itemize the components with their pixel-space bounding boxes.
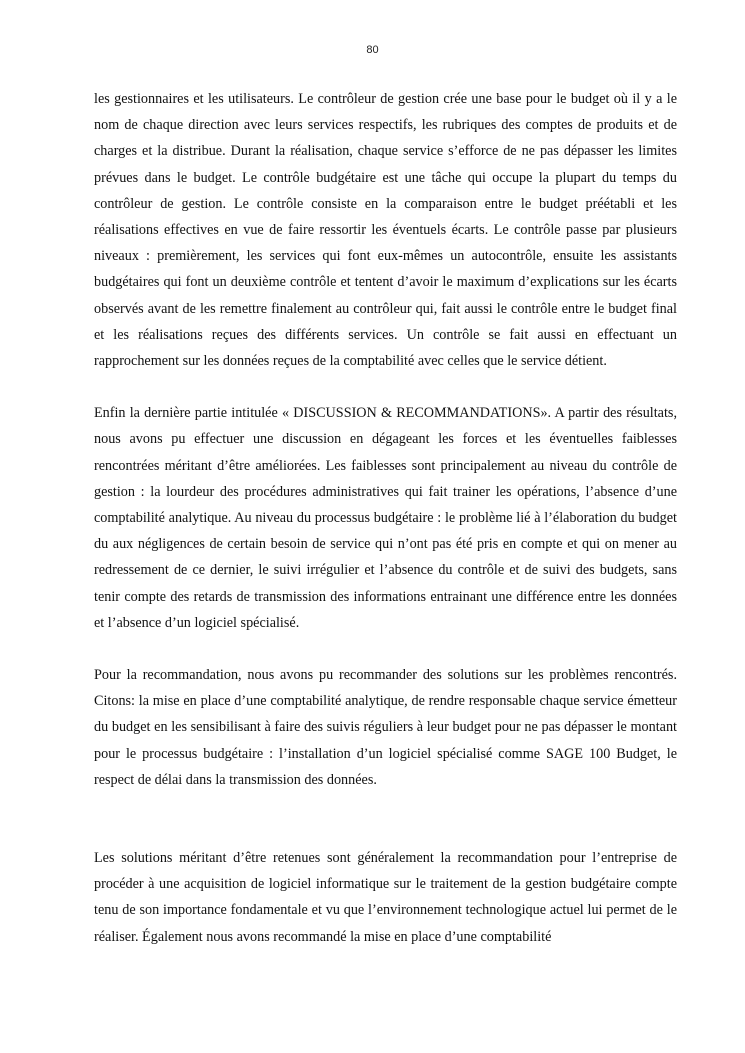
- paragraph-budget-control: les gestionnaires et les utilisateurs. Le contrôleur de gestion crée une base pour le budget où il y a le nom de chaque direction avec leurs services respectifs, les rubriques des comptes de produits et de charges et la distribue. Durant la réalisation, chaque service s’efforce de ne pas dépasser les limites prévues dans le budget. Le contrôle budgétaire est une tâche qui occupe la plupart du temps du contrôleur de gestion. Le contrôle consiste en la comparaison entre le budget préétabli et les réalisations effectives en vue de faire ressortir les éventuels écarts. Le contrôle passe par plusieurs niveaux : premièrement, les services qui font eux-mêmes un autocontrôle, ensuite les assistants budgétaires qui font un deuxième contrôle et tentent d’avoir le maximum d’explications sur les écarts observés avant de les remettre finalement au contrôleur qui, fait aussi le contrôle entre le budget final et les réalisations reçues des différents services. Un contrôle se fait aussi en effectuant un rapprochement sur les données reçues de la comptabilité avec celles que le service détient.: [94, 91, 677, 370]
- paragraph-discussion: Enfin la dernière partie intitulée « DISCUSSION & RECOMMANDATIONS». A partir des résultats, nous avons pu effectuer une discussion en dégageant les forces et les éventuelles faiblesses rencontrées méritant d’être améliorées. Les faiblesses sont principalement au niveau du contrôle de gestion : la lourdeur des procédures administratives qui fait trainer les opérations, l’absence d’une comptabilité analytique. Au niveau du processus budgétaire : le problème lié à l’élaboration du budget du aux négligences de certain besoin de service qui n’ont pas été pris en compte et qui on mener au redressement de ce dernier, le suivi irrégulier et l’absence du contrôle et de suivi des budgets, sans tenir compte des retards de transmission des informations entrainant une différence entre les données et l’absence d’un logiciel spécialisé.: [94, 405, 677, 631]
- paragraph-recommendation: Pour la recommandation, nous avons pu recommander des solutions sur les problèmes rencontrés. Citons: la mise en place d’une comptabilité analytique, de rendre responsable chaque service émetteur du budget en les sensibilisant à faire des suivis réguliers à leur budget pour ne pas dépasser le montant pour le processus budgétaire : l’installation d’un logiciel spécialisé comme SAGE 100 Budget, le respect de délai dans la transmission des données.: [94, 667, 677, 788]
- page-body: [94, 86, 677, 950]
- page-number: 80: [366, 44, 379, 56]
- paragraph-retained-solutions: Les solutions méritant d’être retenues sont généralement la recommandation pour l’entreprise de procéder à une acquisition de logiciel informatique sur le traitement de la gestion budgétaire compte tenu de son importance fondamentale et vu que l’environnement technologique actuel lui permet de le réaliser. Également nous avons recommandé la mise en place d’une comptabilité: [94, 850, 677, 945]
